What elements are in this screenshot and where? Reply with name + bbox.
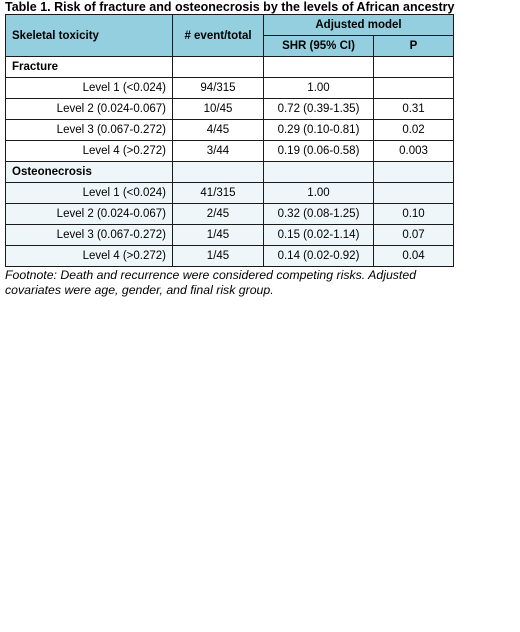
shr-cell: 0.29 (0.10-0.81) [264, 120, 374, 141]
empty-cell [173, 162, 264, 183]
empty-cell [264, 162, 374, 183]
p-cell: 0.31 [374, 99, 454, 120]
p-cell [374, 78, 454, 99]
level-cell: Level 4 (>0.272) [6, 246, 173, 267]
events-cell: 3/44 [173, 141, 264, 162]
events-cell: 1/45 [173, 246, 264, 267]
table-row [6, 141, 454, 162]
p-cell: 0.07 [374, 225, 454, 246]
table-row [6, 183, 454, 204]
section-fracture [6, 57, 454, 162]
p-cell [374, 183, 454, 204]
level-cell: Level 3 (0.067-0.272) [6, 120, 173, 141]
events-cell: 1/45 [173, 225, 264, 246]
table-row [6, 99, 454, 120]
events-cell: 4/45 [173, 120, 264, 141]
level-cell: Level 2 (0.024-0.067) [6, 99, 173, 120]
results-table [5, 14, 454, 267]
header-row-1 [6, 15, 454, 36]
shr-cell: 0.19 (0.06-0.58) [264, 141, 374, 162]
section-osteonecrosis [6, 162, 454, 267]
table-title: Table 1. Risk of fracture and osteonecrosis by the levels of African ancestry [5, 0, 455, 14]
header-shr: SHR (95% CI) [264, 36, 374, 57]
table-row [6, 204, 454, 225]
level-cell: Level 3 (0.067-0.272) [6, 225, 173, 246]
events-cell: 10/45 [173, 99, 264, 120]
header-p: P [374, 36, 454, 57]
empty-cell [173, 57, 264, 78]
empty-cell [374, 57, 454, 78]
section-label: Osteonecrosis [6, 162, 173, 183]
table-row [6, 246, 454, 267]
empty-cell [264, 57, 374, 78]
shr-cell: 0.15 (0.02-1.14) [264, 225, 374, 246]
header-event-total: # event/total [173, 15, 264, 57]
table-row [6, 225, 454, 246]
level-cell: Level 2 (0.024-0.067) [6, 204, 173, 225]
table-container [5, 0, 453, 298]
shr-cell: 0.32 (0.08-1.25) [264, 204, 374, 225]
level-cell: Level 1 (<0.024) [6, 78, 173, 99]
empty-cell [374, 162, 454, 183]
events-cell: 2/45 [173, 204, 264, 225]
header-skeletal-toxicity: Skeletal toxicity [6, 15, 173, 57]
section-label-row [6, 57, 454, 78]
p-cell: 0.02 [374, 120, 454, 141]
shr-cell: 1.00 [264, 183, 374, 204]
footnote: Footnote: Death and recurrence were considered competing risks. Adjusted covariates were age, gender, and final risk group. [5, 268, 417, 297]
shr-cell: 0.14 (0.02-0.92) [264, 246, 374, 267]
level-cell: Level 1 (<0.024) [6, 183, 173, 204]
header-adjusted-model: Adjusted model [264, 15, 454, 36]
p-cell: 0.04 [374, 246, 454, 267]
level-cell: Level 4 (>0.272) [6, 141, 173, 162]
shr-cell: 1.00 [264, 78, 374, 99]
section-label-row [6, 162, 454, 183]
table-row [6, 78, 454, 99]
p-cell: 0.10 [374, 204, 454, 225]
p-cell: 0.003 [374, 141, 454, 162]
table-row [6, 120, 454, 141]
events-cell: 41/315 [173, 183, 264, 204]
shr-cell: 0.72 (0.39-1.35) [264, 99, 374, 120]
section-label: Fracture [6, 57, 173, 78]
events-cell: 94/315 [173, 78, 264, 99]
